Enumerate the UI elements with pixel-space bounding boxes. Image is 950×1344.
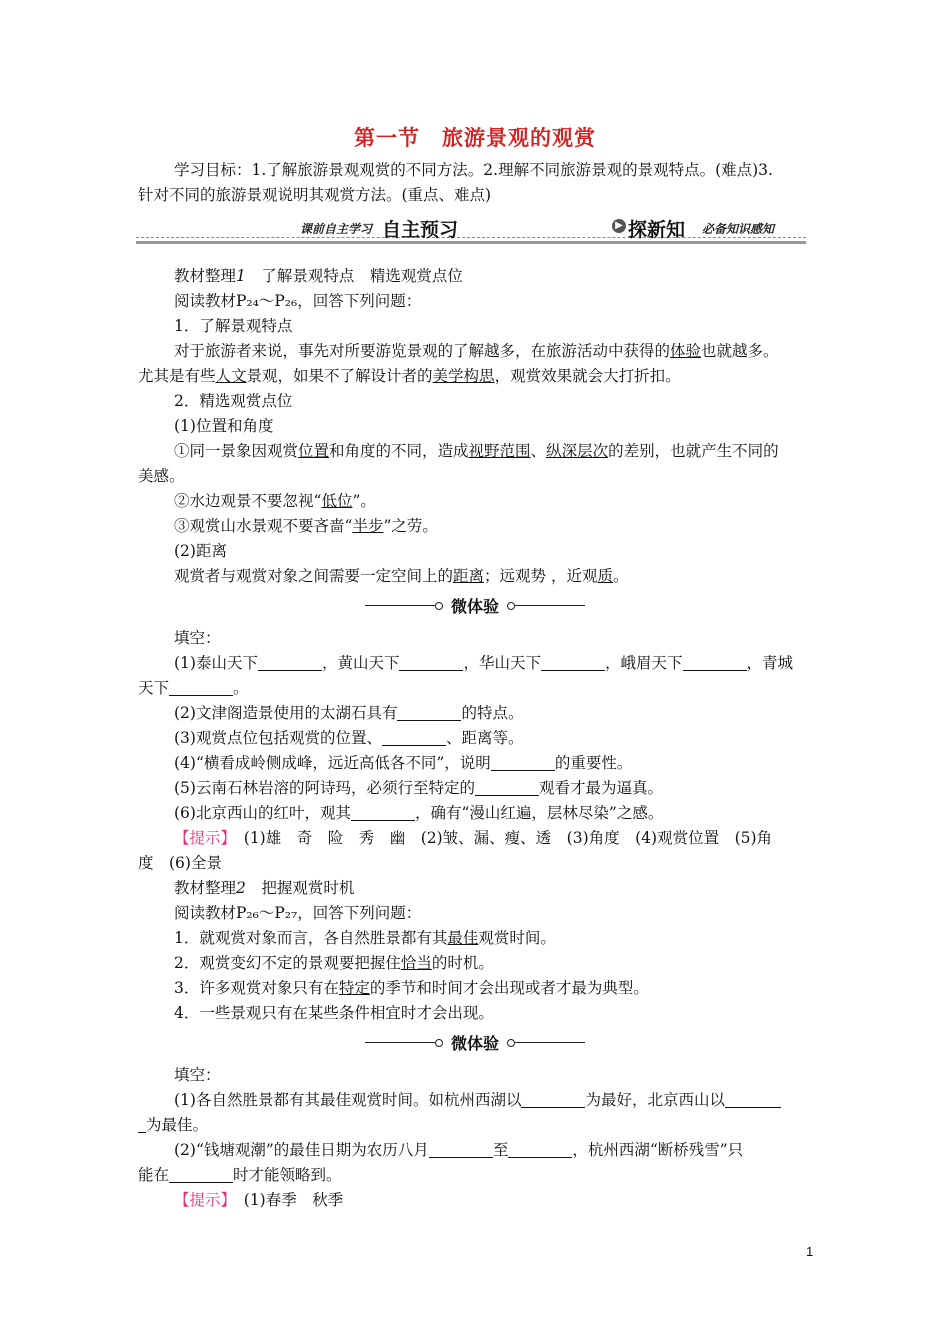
exp1-question1-line1: (1)泰山天下 ，黄山天下 ，华山天下 ，峨眉天下 ，青城 [174,654,794,672]
section1-heading: 教材整理1 了解景观特点 精选观赏点位 [174,267,463,285]
section1-point1-line1: ①同一景象因观赏位置和角度的不同，造成视野范围、纵深层次的差别，也就产生不同的 [174,442,779,460]
answer-blank[interactable] [258,654,322,671]
section1-reading-note: 阅读教材P₂₄～P₂₆，回答下列问题： [174,292,422,310]
section2-reading-note: 阅读教材P₂₆～P₂₇，回答下列问题： [174,904,422,922]
answer-blank[interactable] [541,654,605,671]
section1-point3: ③观赏山水景观不要吝啬“半步”之劳。 [174,517,438,535]
exp2-fill-label: 填空： [174,1066,221,1084]
banner-main-title-2: 探新知 [628,219,686,241]
answer-blank[interactable] [725,1091,781,1108]
section-banner [136,215,806,243]
banner-solid-rule [136,241,806,244]
answer-blank[interactable] [382,729,446,746]
section1-distance-text: 观赏者与观赏对象之间需要一定空间上的距离；远观势 ，近观质。 [174,567,629,585]
banner-left-caption: 课前自主学习 [300,222,373,236]
answer-blank[interactable] [138,1116,146,1133]
answer-blank[interactable] [399,654,463,671]
section2-heading: 教材整理2 把握观赏时机 [174,879,355,897]
section2-item3: 3．许多观赏对象只有在特定的季节和时间才会出现或者才最为典型。 [174,979,649,997]
exp1-fill-label: 填空： [174,629,221,647]
exp1-question6: (6)北京西山的红叶，观其 ，确有“漫山红遍，层林尽染”之感。 [174,804,664,822]
section1-item1-line2: 尤其是有些人文景观，如果不了解设计者的美学构思，观赏效果就会大打折扣。 [138,367,681,385]
exp1-question2: (2)文津阁造景使用的太湖石具有 的特点。 [174,704,524,722]
page-title: 第一节 旅游景观的观赏 [354,125,596,150]
section1-point1-line2: 美感。 [138,467,185,485]
banner-main-title: 自主预习 [382,219,459,241]
exp1-hint-line1: 【提示】 (1)雄 奇 险 秀 幽 (2)皱、漏、瘦、透 (3)角度 (4)观赏位置 (5)角 [174,829,773,847]
answer-blank[interactable] [169,1166,233,1183]
section1-item1-title: 1．了解景观特点 [174,317,293,335]
learning-objectives-line2: 针对不同的旅游景观说明其观赏方法。(重点、难点) [138,186,492,204]
exp2-question1-line1: (1)各自然胜景都有其最佳观赏时间。如杭州西湖以 为最好，北京西山以 [174,1088,816,1113]
hint-label: 【提示】 [174,1191,229,1209]
section1-item1-line1: 对于旅游者来说，事先对所要游览景观的了解越多，在旅游活动中获得的体验也就越多。 [174,342,779,360]
answer-blank[interactable] [475,779,539,796]
answer-blank[interactable] [429,1141,493,1158]
mini-experience-divider-1: 微体验 [0,594,950,618]
section1-item2-title: 2．精选观赏点位 [174,392,293,410]
exp1-question3: (3)观赏点位包括观赏的位置、 、距离等。 [174,729,524,747]
section2-item2: 2．观赏变幻不定的景观要把握住恰当的时机。 [174,954,494,972]
answer-blank[interactable] [351,804,415,821]
answer-blank[interactable] [169,679,233,696]
answer-blank[interactable] [521,1091,585,1108]
answer-blank[interactable] [491,754,555,771]
section1-sub2-title: (2)距离 [174,542,227,560]
answer-blank[interactable] [508,1141,572,1158]
exp2-hint: 【提示】 (1)春季 秋季 [174,1191,344,1209]
mini-experience-divider-2: 微体验 [0,1031,950,1055]
hint-label: 【提示】 [174,829,229,847]
section2-item1: 1．就观赏对象而言，各自然胜景都有其最佳观赏时间。 [174,929,556,947]
exp1-hint-line2: 度 (6)全景 [138,854,222,872]
exp2-question2-line2: 能在 时才能领略到。 [138,1166,342,1184]
exp1-question4: (4)“横看成岭侧成峰，远近高低各不同”，说明 的重要性。 [174,754,633,772]
exp2-question1-line2: 为最佳。 [138,1113,816,1138]
section1-point2: ②水边观景不要忽视“低位”。 [174,492,376,510]
learning-objectives-line1: 学习目标：1.了解旅游景观观赏的不同方法。2.理解不同旅游景观的景观特点。(难点)3. [174,161,773,179]
banner-dashed-rule [136,237,806,238]
answer-blank[interactable] [397,704,461,721]
exp1-question5: (5)云南石林岩溶的阿诗玛，必须行至特定的 观看才最为逼真。 [174,779,663,797]
banner-arrow-icon: ▶ [612,219,626,233]
banner-right-caption: 必备知识感知 [702,222,775,236]
exp1-question1-line2: 天下 。 [138,679,249,697]
section1-sub1-title: (1)位置和角度 [174,417,274,435]
page-number: 1 [806,1244,814,1259]
answer-blank[interactable] [683,654,747,671]
section2-item4: 4．一些景观只有在某些条件相宜时才会出现。 [174,1004,494,1022]
exp2-question2-line1: (2)“钱塘观潮”的最佳日期为农历八月 至 ，杭州西湖“断桥残雪”只 [174,1141,744,1159]
